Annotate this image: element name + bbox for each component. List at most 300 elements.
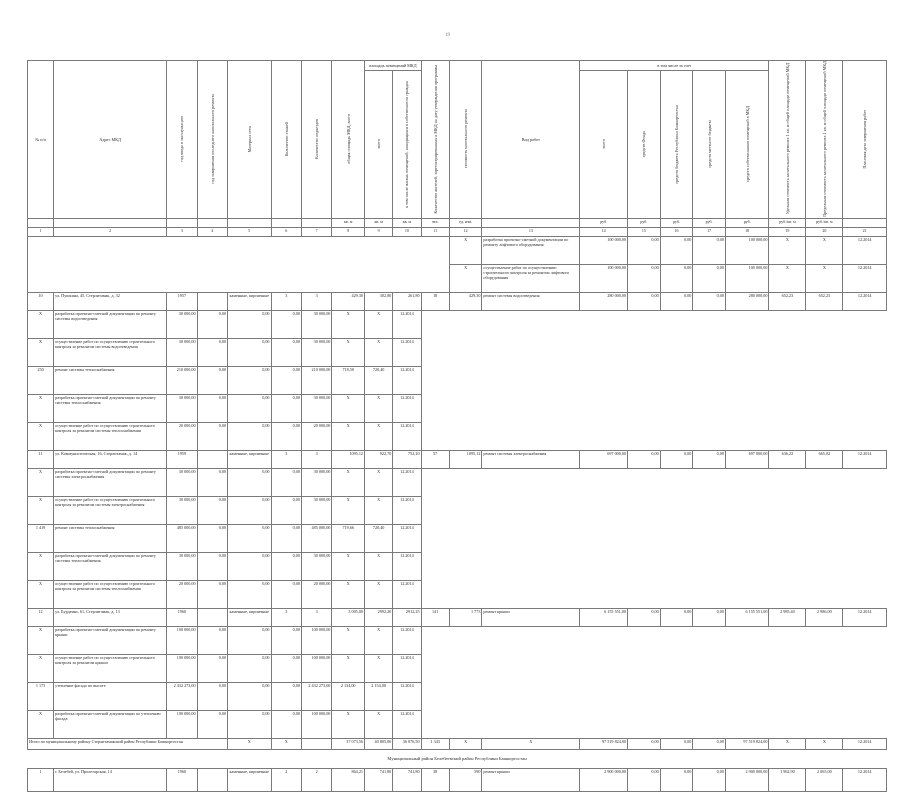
cell-republic: 0,00 (228, 524, 271, 552)
column-number-cell: 18 (725, 227, 769, 236)
cell-max-cost: 2 986,00 (806, 608, 843, 626)
cell-work: осуществление работ по осуществлению строительного контроля за ремонтом системы теплоснабжения (54, 580, 167, 608)
cell-work: осуществление работ по осуществлению строительного контроля за ремонтом системы водоотведения (54, 338, 167, 366)
cell-people: 1 343 (421, 738, 449, 749)
cell-owners: 210 000,00 (301, 366, 331, 394)
unit-cell: руб. (660, 218, 693, 227)
cell-entrances: 3 (301, 292, 331, 310)
cell-floors: 3 (271, 450, 301, 468)
cell-unit-cost: X (332, 710, 365, 738)
header-cell: № п/п (35, 136, 46, 142)
header-cell: Количество жителей, зарегистрированных в МКД на дату утверждения программы (432, 64, 438, 214)
cell-total: 210 000,00 (167, 366, 197, 394)
work-row (28, 524, 887, 552)
header-cell: средств собственников помещений в МКД (744, 106, 750, 182)
cell-republic: 0,00 (660, 450, 693, 468)
column-number-cell: 2 (54, 227, 167, 236)
column-number-cell: 7 (301, 227, 331, 236)
cell-republic: 0,00 (228, 468, 271, 496)
cell-max-cost: X (365, 496, 393, 524)
cell-address: ул. Пушкина, 45, Стерлитамак, д. 32 (54, 292, 167, 310)
cell-max-cost: 720,40 (365, 366, 393, 394)
cell-work: осуществление работ по осуществлению строительного контроля за ремонтом крыши (54, 654, 167, 682)
cell-area-all: 2992,20 (365, 608, 393, 626)
cell-area-owned: 741,80 (393, 768, 421, 791)
cell-year: 1959 (167, 450, 197, 468)
cell-owners: 30 000,00 (301, 496, 331, 524)
total-row (28, 738, 887, 749)
work-row (28, 366, 887, 394)
unit-cell: кв. м (332, 218, 365, 227)
cell-total: 30 000,00 (167, 552, 197, 580)
cell-work: разработка проектно-сметной документации по ремонту системы электроснабжения (54, 468, 167, 496)
column-number-cell: 1 (28, 227, 54, 236)
cell-max-cost: X (365, 338, 393, 366)
header-cell: Количество этажей (283, 121, 289, 157)
cell-unit-cost: 1 962,90 (769, 768, 806, 791)
cell-fund: 0,00 (628, 608, 661, 626)
cell-area-owned: 261,80 (393, 292, 421, 310)
unit-cell (843, 218, 887, 227)
column-number-cell: 11 (421, 227, 449, 236)
cell-area: 864,21 (332, 768, 365, 791)
cell-date: 12.2014 (843, 738, 887, 749)
cell-date: 12.2014 (393, 710, 421, 738)
cell-local: 0,00 (271, 626, 301, 654)
cell-work: ремонт крыши (482, 608, 580, 626)
column-number-cell: 6 (271, 227, 301, 236)
cell-unit-cost: X (332, 310, 365, 338)
cell-work: утепление фасада по высоте (54, 682, 167, 710)
cell-total: 100 000,00 (580, 236, 628, 264)
units-row (28, 218, 887, 227)
cell-date: 12.2014 (393, 626, 421, 654)
cell-date: 12.2014 (843, 768, 887, 791)
cell-republic: 0,00 (228, 366, 271, 394)
cell-unit-cost: X (332, 626, 365, 654)
cell-unit-cost: 2 134,00 (332, 682, 365, 710)
cell-republic: 0,00 (228, 682, 271, 710)
cell-date: 12.2014 (843, 292, 887, 310)
cell-address: ул. Коммунистическая, 16, Стерлитамак, д. 14 (54, 450, 167, 468)
cell-fund: 0,00 (197, 394, 227, 422)
cell-republic: 0,00 (660, 264, 693, 292)
cell-local: 0,00 (271, 422, 301, 450)
work-row (28, 710, 887, 738)
column-number-cell: 3 (167, 227, 197, 236)
cell-max-cost: 720,40 (365, 524, 393, 552)
cell-date: 12.2014 (393, 496, 421, 524)
column-number-cell: 15 (628, 227, 661, 236)
cell-fund: 0,00 (197, 710, 227, 738)
cell-work: X (482, 738, 580, 749)
cell-unit: X (28, 496, 54, 524)
cell-entrances: 3 (301, 450, 331, 468)
cell-area-all: 302,80 (365, 292, 393, 310)
cell-max-cost: 665,02 (806, 450, 843, 468)
cell-area: 37 073,56 (332, 738, 365, 749)
cell-area-owned: 36 076,50 (393, 738, 421, 749)
column-number-cell: 16 (660, 227, 693, 236)
cell-unit: X (28, 338, 54, 366)
cell-fund: 0,00 (628, 738, 661, 749)
cell-owners: 30 000,00 (301, 310, 331, 338)
cell-owners: 100 000,00 (301, 654, 331, 682)
cell-max-cost: X (365, 310, 393, 338)
cell-fund: 0,00 (197, 338, 227, 366)
cell-unit: X (28, 468, 54, 496)
cell-republic: 0,00 (228, 580, 271, 608)
unit-cell (197, 218, 227, 227)
work-row (28, 338, 887, 366)
cell-work: ремонт системы теплоснабжения (54, 524, 167, 552)
cell-unit-cost: X (332, 338, 365, 366)
cell-x: X (228, 738, 271, 749)
header-cell: средств местного бюджета (706, 120, 712, 168)
cell-max-cost: X (365, 552, 393, 580)
cell-unit: X (28, 654, 54, 682)
cell-max-cost: 652,23 (806, 292, 843, 310)
unit-cell: кв. м (365, 218, 393, 227)
unit-cell: руб. (628, 218, 661, 227)
cell-max-cost: 2 065,00 (806, 768, 843, 791)
cell-fund: 0,00 (628, 264, 661, 292)
cell-no: 11 (28, 450, 54, 468)
header-cell: год ввода в эксплуатацию (179, 115, 185, 162)
header-cell: средств бюджета Республики Башкортостан (673, 104, 679, 184)
work-row (28, 496, 887, 524)
cell-owners: 100 000,00 (725, 264, 769, 292)
header-cell: средств Фонда (641, 130, 647, 158)
cell-max-cost: 2 154,00 (365, 682, 393, 710)
cell-local: 0,00 (693, 738, 726, 749)
header-cell: Предельная стоимость капитального ремонта 1 кв. м общей площади помещений МКД (821, 61, 827, 217)
cell-republic: 0,00 (660, 236, 693, 264)
cell-work: разработка проектно-сметной документации по ремонту крыши (54, 626, 167, 654)
cell-unit-cost: X (332, 552, 365, 580)
header-cell: общая площадь МКД, всего (345, 113, 351, 164)
cell-fund: 0,00 (197, 366, 227, 394)
cell-unit-cost: 719,66 (332, 524, 365, 552)
cell-people: 38 (421, 768, 449, 791)
cell-fund: 0,00 (197, 422, 227, 450)
cell-max-cost: X (806, 236, 843, 264)
cell-owners: 100 000,00 (725, 236, 769, 264)
cell-work: ремонт системы электроснабжения (482, 450, 580, 468)
cell-work: разработка проектно-сметной документации по ремонту системы теплоснабжения (54, 394, 167, 422)
column-number-cell: 19 (769, 227, 806, 236)
work-row (28, 682, 887, 710)
house-10-works (28, 310, 887, 450)
house-row (28, 608, 887, 626)
cell-unit: X (28, 710, 54, 738)
cell-local: 0,00 (693, 236, 726, 264)
column-number-cell: 21 (843, 227, 887, 236)
cell-area: 429,30 (332, 292, 365, 310)
column-number-cell: 4 (197, 227, 227, 236)
cell-date: 12.2014 (393, 366, 421, 394)
cell-total: 280 000,00 (580, 292, 628, 310)
cell-owners: 100 000,00 (301, 626, 331, 654)
cell-unit: X (449, 738, 482, 749)
cell-total: 100 000,00 (167, 654, 197, 682)
cell-unit-cost: 2 985,40 (769, 608, 806, 626)
cell-work: ремонт системы водоотведения (482, 292, 580, 310)
header-cell: Количество подъездов (314, 118, 320, 159)
cell-unit-cost: X (332, 394, 365, 422)
cell-republic: 0,00 (228, 394, 271, 422)
column-number-cell: 12 (449, 227, 482, 236)
cell-max-cost: X (365, 422, 393, 450)
cell-fund: 0,00 (197, 552, 227, 580)
cell-fund: 0,00 (197, 496, 227, 524)
cell-area-all: 741,80 (365, 768, 393, 791)
cell-max-cost: X (365, 626, 393, 654)
cell-local: 0,00 (271, 710, 301, 738)
cell-local: 0,00 (693, 264, 726, 292)
cell-work: разработка проектно-сметной документации по ремонту лифтового оборудования (482, 236, 580, 264)
cell-unit-cost: X (332, 580, 365, 608)
cell-floors: 2 (271, 768, 301, 791)
cell-unit: 250 (28, 366, 54, 394)
column-number-cell: 13 (482, 227, 580, 236)
column-number-cell: 20 (806, 227, 843, 236)
cell-year: 1957 (167, 292, 197, 310)
cell-work: осуществление работ по осуществлению строительного контроля за ремонтом лифтового оборудования (482, 264, 580, 292)
header-cell: год завершения последнего капитального ремонта (209, 94, 215, 184)
cell-date: 12.2014 (393, 580, 421, 608)
cell-fund: 0,00 (197, 310, 227, 338)
work-row (28, 422, 887, 450)
cell-no: 10 (28, 292, 54, 310)
cell-unit: X (28, 310, 54, 338)
cell-local: 0,00 (693, 292, 726, 310)
cell-material: каменные, кирпичные (228, 768, 271, 791)
cell-owners: 20 000,00 (301, 422, 331, 450)
unit-cell (271, 218, 301, 227)
cell-unit-cost: 652,23 (769, 292, 806, 310)
cell-owners: 97 519 824,00 (725, 738, 769, 749)
cell-unit-cost: X (332, 422, 365, 450)
overhaul-program-table (27, 60, 887, 792)
cell-fund: 0,00 (197, 468, 227, 496)
cell-max-cost: X (365, 394, 393, 422)
cell-unit: X (28, 394, 54, 422)
cell-date: 12.2014 (393, 310, 421, 338)
cell-unit-cost: 718,50 (332, 366, 365, 394)
cell-work: осуществление работ по осуществлению строительного контроля за ремонтом системы теплоснабжения (54, 422, 167, 450)
cell-owners: 30 000,00 (301, 394, 331, 422)
unit-cell: руб. (693, 218, 726, 227)
cell-max-cost: X (365, 580, 393, 608)
column-number-cell: 17 (693, 227, 726, 236)
cell-floors: 3 (271, 292, 301, 310)
cell-owners: 30 000,00 (301, 468, 331, 496)
cell-area-all: 40 805,00 (365, 738, 393, 749)
cell-total: 97 519 824,00 (580, 738, 628, 749)
house-row (28, 768, 887, 791)
work-row (28, 626, 887, 654)
cell-local: 0,00 (271, 524, 301, 552)
cell-material: каменные, кирпичные (228, 608, 271, 626)
cell-total: 6 155 551,00 (580, 608, 628, 626)
cell-republic: 0,00 (660, 738, 693, 749)
cell-unit: X (28, 552, 54, 580)
cell-republic: 0,00 (228, 338, 271, 366)
cell-work: осуществление работ по осуществлению строительного контроля за ремонтом системы электроснабжения (54, 496, 167, 524)
cell-entrances: 2 (301, 768, 331, 791)
cell-local: 0,00 (271, 654, 301, 682)
work-row (28, 654, 887, 682)
cell-owners: 485 000,00 (301, 524, 331, 552)
cell-unit: X (449, 236, 482, 264)
cell-republic: 0,00 (660, 608, 693, 626)
cell-date: 12.2014 (843, 264, 887, 292)
cell-fund: 0,00 (197, 654, 227, 682)
cell-date: 12.2014 (393, 552, 421, 580)
cell-local: 0,00 (271, 394, 301, 422)
header-cell: Адрес МКД (99, 136, 121, 142)
cell-people: 141 (421, 608, 449, 626)
cell-area-owned: 752,20 (393, 450, 421, 468)
cell-republic: 0,00 (660, 768, 693, 791)
cell-local: 0,00 (271, 366, 301, 394)
column-number-cell: 14 (580, 227, 628, 236)
cell-date: 12.2014 (393, 338, 421, 366)
unit-cell (28, 218, 54, 227)
cell-republic: 0,00 (228, 310, 271, 338)
column-number-cell: 5 (228, 227, 271, 236)
cell-total: 485 000,00 (167, 524, 197, 552)
cell-area: 1095,12 (332, 450, 365, 468)
cell-owners: 6 155 551,00 (725, 608, 769, 626)
cell-unit: 1 173 (28, 682, 54, 710)
section-title: Муниципальный район Белебеевский район Республики Башкортостан (28, 749, 887, 768)
cell-local: 0,00 (271, 468, 301, 496)
cell-unit: 429,30 (449, 292, 482, 310)
cell-date: 12.2014 (393, 682, 421, 710)
cell-total: 30 000,00 (167, 394, 197, 422)
cell-owners: 20 000,00 (301, 580, 331, 608)
cell-owners: 2 900 000,00 (725, 768, 769, 791)
cell-total: 30 000,00 (167, 468, 197, 496)
cell-max-cost: X (806, 264, 843, 292)
cell-total: 30 000,00 (167, 338, 197, 366)
unit-cell: руб./кв. м (769, 218, 806, 227)
cell-max-cost: X (365, 710, 393, 738)
cell-republic: 0,00 (228, 626, 271, 654)
header-cell: всего (376, 139, 382, 149)
house-row (28, 450, 887, 468)
unit-cell (301, 218, 331, 227)
cell-floors: 3 (271, 608, 301, 626)
cell-address: г. Белебей, ул. Пролетарская, 14 (54, 768, 167, 791)
cell-total: 20 000,00 (167, 422, 197, 450)
cell-total: 697 000,00 (580, 450, 628, 468)
cell-max-cost: X (365, 468, 393, 496)
cell-unit: 1 419 (28, 524, 54, 552)
cell-year: 1960 (167, 608, 197, 626)
house-row (28, 292, 887, 310)
cell-date: 12.2014 (843, 236, 887, 264)
column-numbers-row (28, 227, 887, 236)
house-12-works (28, 626, 887, 738)
cell-date: 12.2014 (843, 608, 887, 626)
cell-local: 0,00 (271, 310, 301, 338)
page-number: 19 (445, 33, 450, 38)
cell-total: 100 000,00 (580, 264, 628, 292)
cell-unit-cost: X (769, 264, 806, 292)
cell-fund: 0,00 (197, 682, 227, 710)
cell-area: 3 005,00 (332, 608, 365, 626)
cell-fund: 0,00 (628, 236, 661, 264)
unit-cell (228, 218, 271, 227)
header-cell: всего (601, 139, 607, 149)
cell-fund: 0,00 (197, 626, 227, 654)
cell-local: 0,00 (693, 768, 726, 791)
cell-date: 12.2014 (393, 422, 421, 450)
unit-cell: руб. (580, 218, 628, 227)
cell-unit-cost: 636,22 (769, 450, 806, 468)
unit-cell: чел. (421, 218, 449, 227)
cell-area-all: 922,70 (365, 450, 393, 468)
cell-no: 1 (28, 768, 54, 791)
cell-owners: 2 432 273,00 (301, 682, 331, 710)
header-cell: Удельная стоимость капитального ремонта 1 кв. м общей площади помещений МКД (784, 63, 790, 215)
cell-date: 12.2014 (843, 450, 887, 468)
cell-local: 0,00 (271, 552, 301, 580)
cell-work: ремонт крыши (482, 768, 580, 791)
column-number-cell: 9 (365, 227, 393, 236)
work-row (28, 552, 887, 580)
cell-unit: X (28, 626, 54, 654)
cell-address: ул. Бурденко, 61, Стерлитамак, д. 13 (54, 608, 167, 626)
cell-fund: 0,00 (628, 292, 661, 310)
unit-cell (54, 218, 167, 227)
cell-area-owned: 2912,25 (393, 608, 421, 626)
cell-people: 18 (421, 292, 449, 310)
work-row (28, 394, 887, 422)
cell-material: каменные, кирпичные (228, 450, 271, 468)
cell-local: 0,00 (271, 580, 301, 608)
section-title-row (28, 749, 887, 768)
cell-date: 12.2014 (393, 394, 421, 422)
cell-material: каменные, кирпичные (228, 292, 271, 310)
cell-total: 20 000,00 (167, 580, 197, 608)
cell-unit: 1 773 (449, 608, 482, 626)
table-header-row (28, 61, 887, 71)
table-row (28, 236, 887, 264)
cell-local: 0,00 (693, 450, 726, 468)
column-number-cell: 8 (332, 227, 365, 236)
unit-cell: ед. изм. (449, 218, 482, 227)
cell-date: 12.2014 (393, 524, 421, 552)
cell-work: разработка проектно-сметной документации по ремонту системы водоотведения (54, 310, 167, 338)
cell-work: ремонт системы теплоснабжения (54, 366, 167, 394)
cell-total: 30 000,00 (167, 496, 197, 524)
header-cell: в том числе жилых помещений, находящихся в собственности граждан (404, 80, 410, 208)
cell-entrances: 3 (301, 608, 331, 626)
cell-no: 12 (28, 608, 54, 626)
cell-local: 0,00 (271, 682, 301, 710)
cell-republic: 0,00 (660, 292, 693, 310)
cell-people: 57 (421, 450, 449, 468)
cell-max-cost: X (806, 738, 843, 749)
cell-unit-cost: X (332, 468, 365, 496)
cell-work: разработка проектно-сметной документации по ремонту системы теплоснабжения (54, 552, 167, 580)
cell-republic: 0,00 (228, 422, 271, 450)
header-cell: Материал стен (246, 125, 252, 153)
